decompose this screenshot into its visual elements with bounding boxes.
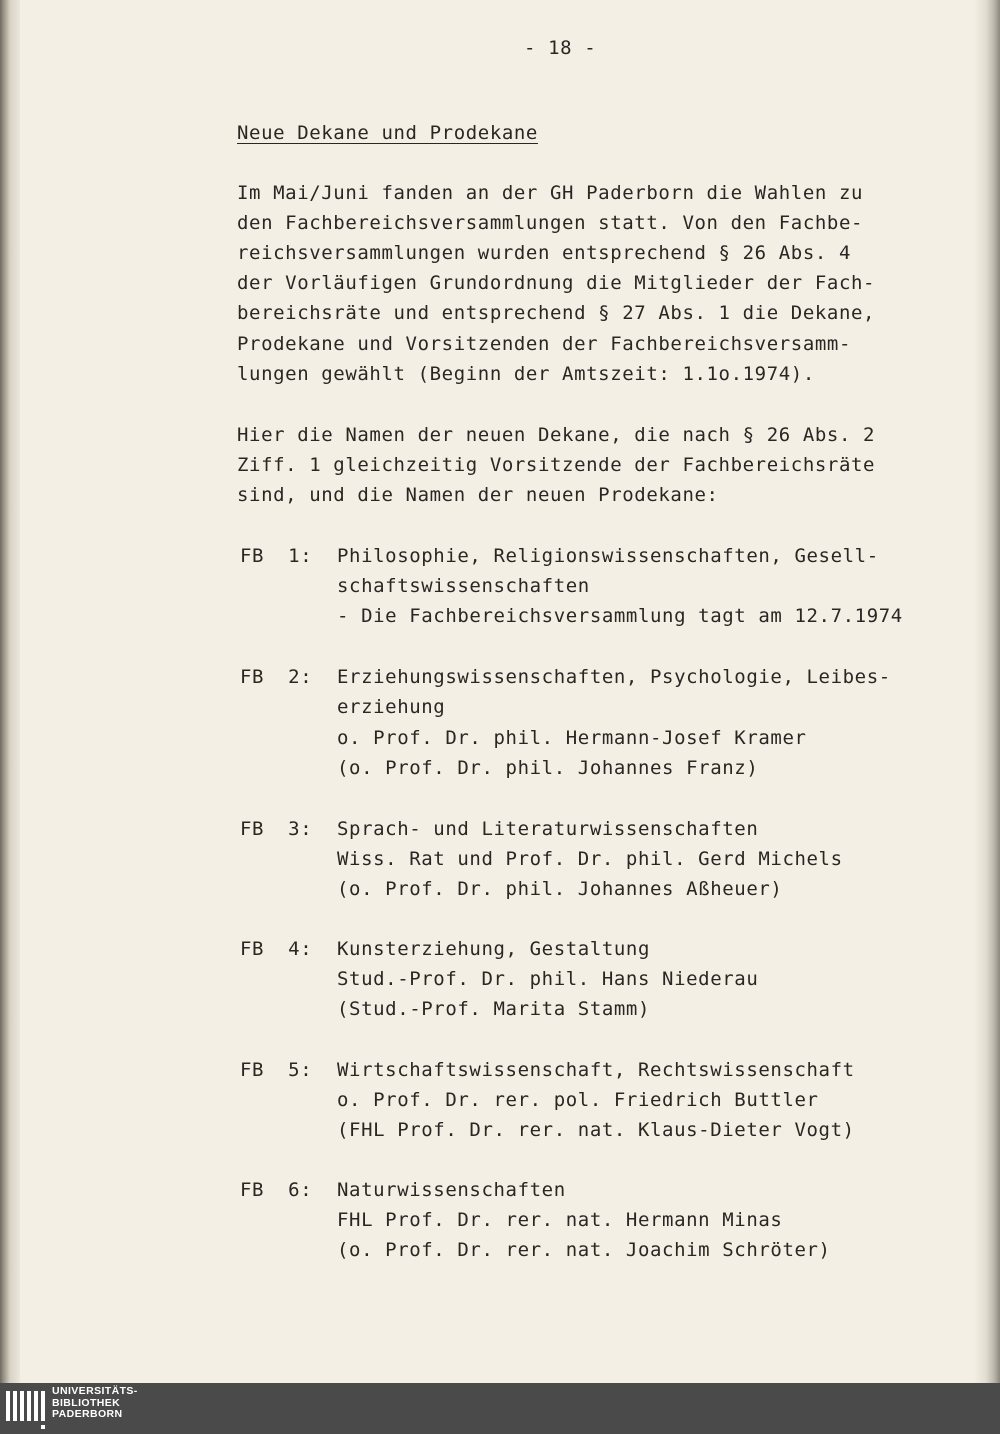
intro-line: lungen gewählt (Beginn der Amtszeit: 1.1o.1974). bbox=[237, 363, 815, 385]
second-para-line: Ziff. 1 gleichzeitig Vorsitzende der Fachbereichsräte bbox=[237, 454, 876, 476]
department-line: (FHL Prof. Dr. rer. nat. Klaus-Dieter Vogt) bbox=[337, 1119, 855, 1141]
intro-line: reichsversammlungen wurden entsprechend § 26 Abs. 4 bbox=[237, 242, 851, 264]
intro-line: den Fachbereichsversammlungen statt. Von den Fachbe- bbox=[237, 212, 864, 234]
department-line: Stud.-Prof. Dr. phil. Hans Niederau bbox=[337, 968, 759, 990]
department-label: FB 5: bbox=[240, 1059, 313, 1081]
page-edge-shadow bbox=[974, 0, 1000, 1383]
department-line: Sprach- und Literaturwissenschaften bbox=[337, 818, 759, 840]
department-line: Erziehungswissenschaften, Psychologie, Leibes- bbox=[337, 666, 891, 688]
second-para-line: Hier die Namen der neuen Dekane, die nach § 26 Abs. 2 bbox=[237, 424, 876, 446]
department-line: schaftswissenschaften bbox=[337, 575, 590, 597]
department-line: (o. Prof. Dr. rer. nat. Joachim Schröter) bbox=[337, 1239, 831, 1261]
department-line: Naturwissenschaften bbox=[337, 1179, 566, 1201]
library-name-line: UNIVERSITÄTS- bbox=[52, 1385, 138, 1397]
intro-line: Im Mai/Juni fanden an der GH Paderborn die Wahlen zu bbox=[237, 182, 864, 204]
page-number: - 18 - bbox=[524, 37, 597, 59]
department-line: (Stud.-Prof. Marita Stamm) bbox=[337, 998, 651, 1020]
department-line: Wiss. Rat und Prof. Dr. phil. Gerd Michels bbox=[337, 848, 843, 870]
department-line: o. Prof. Dr. phil. Hermann-Josef Kramer bbox=[337, 727, 807, 749]
intro-line: Prodekane und Vorsitzenden der Fachbereichsversamm- bbox=[237, 333, 851, 355]
department-line: FHL Prof. Dr. rer. nat. Hermann Minas bbox=[337, 1209, 783, 1231]
library-logo-icon bbox=[4, 1387, 48, 1431]
department-line: (o. Prof. Dr. phil. Johannes Franz) bbox=[337, 757, 759, 779]
department-line: Philosophie, Religionswissenschaften, Gesell- bbox=[337, 545, 879, 567]
second-para-line: sind, und die Namen der neuen Prodekane: bbox=[237, 484, 719, 506]
library-name-line: PADERBORN bbox=[52, 1408, 123, 1420]
department-label: FB 4: bbox=[240, 938, 313, 960]
library-name-line: BIBLIOTHEK bbox=[52, 1396, 121, 1409]
library-name bbox=[52, 1386, 138, 1421]
department-line: o. Prof. Dr. rer. pol. Friedrich Buttler bbox=[337, 1089, 819, 1111]
department-line: Kunsterziehung, Gestaltung bbox=[337, 938, 651, 960]
department-label: FB 2: bbox=[240, 666, 313, 688]
department-line: Wirtschaftswissenschaft, Rechtswissenschaft bbox=[337, 1059, 855, 1081]
department-line: erziehung bbox=[337, 696, 446, 718]
intro-line: bereichsräte und entsprechend § 27 Abs. 1 die Dekane, bbox=[237, 302, 876, 324]
section-heading: Neue Dekane und Prodekane bbox=[237, 122, 538, 144]
department-line: - Die Fachbereichsversammlung tagt am 12.7.1974 bbox=[337, 605, 903, 627]
department-line: (o. Prof. Dr. phil. Johannes Aßheuer) bbox=[337, 878, 783, 900]
intro-line: der Vorläufigen Grundordnung die Mitglieder der Fach- bbox=[237, 272, 876, 294]
department-label: FB 1: bbox=[240, 545, 313, 567]
library-footer-bar bbox=[0, 1383, 1000, 1434]
department-label: FB 3: bbox=[240, 818, 313, 840]
department-label: FB 6: bbox=[240, 1179, 313, 1201]
book-binding-shadow bbox=[0, 0, 20, 1383]
